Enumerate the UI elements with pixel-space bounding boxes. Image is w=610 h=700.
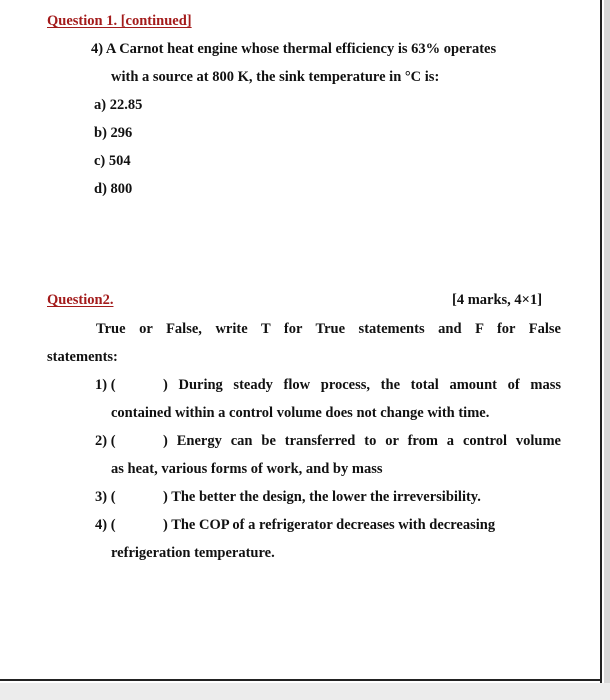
option-d: d) 800 [94,181,133,197]
tf-item2-line2: as heat, various forms of work, and by mass [111,461,383,477]
tf-item4-line1: ) The COP of a refrigerator decreases with decreasing [163,517,496,533]
tf-item2-line1: ) Energy can be transferred to or from a control volume [163,433,561,449]
tf-item1-line2: contained within a control volume does not change with time. [111,405,490,421]
question1-item4-line1: 4) A Carnot heat engine whose thermal efficiency is 63% operates [91,41,497,57]
tf-item1-number: 1) ( [95,377,116,393]
question2-marks: [4 marks, 4×1] [452,292,543,308]
question1-item4-line2: with a source at 800 K, the sink temperature in °C is: [111,69,440,85]
tf-item4-line2: refrigeration temperature. [111,545,275,561]
question2-intro-line1: True or False, write T for True statements and F for False [96,321,561,337]
option-b: b) 296 [94,125,133,141]
question2-heading: Question2. [47,292,114,308]
option-c: c) 504 [94,153,131,169]
page-right-border [600,0,602,700]
question2-intro-line2: statements: [47,349,118,365]
tf-item2-number: 2) ( [95,433,116,449]
tf-item4-number: 4) ( [95,517,116,533]
tf-item1-line1: ) During steady flow process, the total amount of mass [163,377,561,393]
option-a: a) 22.85 [94,97,143,113]
tf-item3-number: 3) ( [95,489,116,505]
question1-heading: Question 1. [continued] [47,13,192,29]
page-bottom-margin [0,683,610,700]
page-bottom-border [0,679,602,681]
page-right-margin [604,0,610,700]
tf-item3-line1: ) The better the design, the lower the irreversibility. [163,489,481,505]
